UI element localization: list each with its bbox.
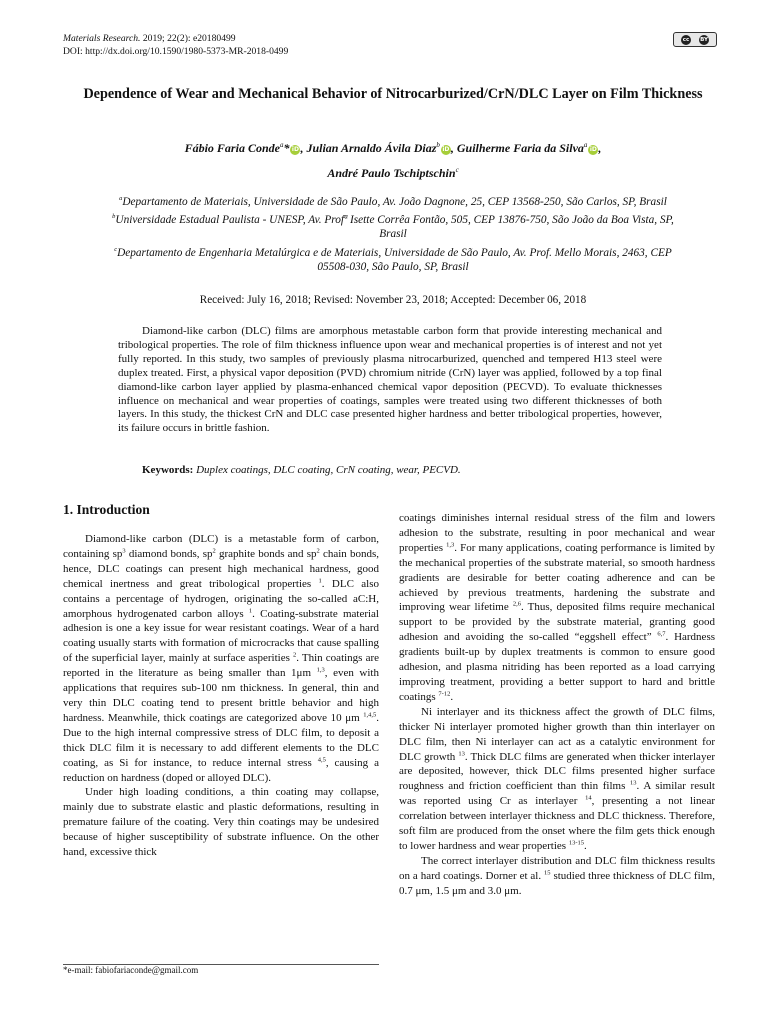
journal-info: 2019; 22(2): e20180499	[140, 33, 236, 44]
orcid-icon[interactable]: iD	[442, 146, 450, 153]
affil-text: Departamento de Engenharia Metalúrgica e de Materiais, Universidade de São Paulo, Av. Prof. Mello Morais, 2463, CEP 05508-030, São Paulo, SP, Brasil	[117, 246, 672, 274]
citation-ref: 2	[212, 547, 216, 555]
affil-mark: a	[119, 195, 123, 202]
doi: DOI: http://dx.doi.org/10.1590/1980-5373-MR-2018-0499	[63, 45, 289, 57]
author-name: Fábio Faria Conde	[184, 141, 280, 155]
affiliation	[100, 243, 686, 274]
affil-mark: b	[112, 213, 116, 221]
received-dates: Received: July 16, 2018; Revised: November 23, 2018; Accepted: December 06, 2018	[199, 294, 587, 306]
paragraph: Under high loading conditions, a thin coating may collapse, mainly due to substrate elastic and plastic deformations, resulting in premature failure of the coating. Very thin coatings may be undesired because of higher susceptibility of substrate influence. On the other hand, excessive thick	[63, 786, 379, 859]
paragraph: The correct interlayer distribution and DLC film thickness results on a hard coatings. Dorner et al. $^{15}$ studied three thickness of DLC film, 0.7 μm, 1.5 μm and 3.0 μm.	[399, 854, 715, 897]
keywords-text: Duplex coatings, DLC coating, CrN coating, wear, PECVD.	[193, 464, 461, 476]
author-affil-mark: a	[583, 141, 588, 149]
citation-ref: 13	[458, 749, 465, 757]
citation-ref: 13-15	[568, 839, 585, 847]
keywords-label: Keywords:	[142, 464, 194, 476]
author-name: André Paulo Tschiptschin	[327, 166, 456, 180]
cc-icon: cc	[682, 36, 690, 43]
affil-text: Departamento de Materiais, Universidade de São Paulo, Av. João Dagnone, 25, CEP 13568-250, São Carlos, SP, Brasil	[122, 195, 667, 208]
citation-ref: 2	[293, 651, 297, 659]
journal-name: Materials Research.	[63, 33, 141, 44]
author-name: Julian Arnaldo Ávila Diaz	[306, 141, 437, 155]
by-icon: BY	[700, 36, 708, 43]
paragraph: Ni interlayer and its thickness affect the growth of DLC films, thicker Ni interlayer promoted higher growth than thin interlayer on DLC film, then Ni interlayer can act as a catalytic environment for DLC growth $^{13}$. Thick DLC films are generated when thicker interlayer are deposited, however, thick DLC films presented higher surface roughness and friction coefficient than thin films $^{13}$. A similar result was reported using Cr as interlayer $^{14}$, presenting a not linear correlation between interlayer thickness and DLC thickness. Therefore, soft film are produced from the onset where the film gets thick enough to lower hardness and wear properties $^{13-15}$.	[399, 705, 715, 852]
keywords	[142, 464, 461, 476]
orcid-icon[interactable]: iD	[589, 146, 597, 153]
author-affil-mark: a	[279, 141, 284, 149]
citation-ref: 4,5	[317, 755, 326, 763]
left-column	[63, 532, 379, 860]
orcid-icon[interactable]: iD	[291, 146, 299, 153]
citation-ref: 2,6	[512, 600, 521, 608]
corresponding-mark: *	[283, 141, 290, 155]
citation-ref: 7-12	[438, 690, 451, 698]
affiliation	[100, 192, 686, 209]
citation-ref: 15	[544, 869, 551, 877]
paragraph: Diamond-like carbon (DLC) is a metastable form of carbon, containing sp$^3$ diamond bonds, sp$^2$ graphite bonds and sp$^2$ chain bonds, hence, DLC coatings can present high mechanical hardness, good chemical inertness and great tribological properties $^1$. DLC also contains a percentage of hydrogen, originating the so-called aC:H, amorphous hydrogenated carbon alloys $^1$. Coating-substrate material adhesion is one a key issue for wear resistant coatings. Wear of a hard coating usually starts with formation of microcracks that cause spalling of the superficial layer, mainly at surface asperities $^2$. Thin coatings are reported in the literature as being smaller than 1μm $^{1,3}$, even with applications that requires sub-100 nm thickness. In general, thin and very thin DLC coating tend to present brittle behavior and high hardness. Meanwhile, thick coatings are categorized above 10 μm $^{1,4,5}$. Due to the high internal compressive stress of DLC film, to deposit a thick DLC film it is necessary to add different elements to the DLC coating, as Si for instance, to reduce internal stress $^{4,5}$, causing a reduction on hardness (doped or alloyed DLC).	[63, 533, 379, 784]
citation-ref: 13	[630, 779, 637, 787]
cc-by-license-icon	[673, 32, 717, 47]
paragraph: coatings diminishes internal residual stress of the film and lowers adhesion to the substrate, resulting in poor mechanical and wear properties $^{1,3}$. For many applications, coating performance is limited by the mechanical properties of the substrate material, so smooth hardness gradients are desirable for better coating adherence and can be achieved by previous treatments, hardening the substrate and improving wear lifetime $^{2,6}$. Thus, deposited films require mechanical support to be provided by the substrate material, granting good adhesion and avoiding the so-called “eggshell effect” $^{6,7}$. Hardness gradients built-up by duplex treatments is common to ensure good adhesion, and plasma nitriding has been reported as a load carrying improving treatment, providing a better support to hard and brittle coatings $^{7-12}$.	[399, 512, 716, 703]
citation-ref: 6,7	[657, 630, 666, 638]
affiliation	[100, 210, 686, 241]
affil-mark: c	[114, 246, 118, 254]
author-name: Guilherme Faria da Silva	[456, 141, 584, 155]
citation-ref: 1,3	[446, 541, 455, 549]
citation-ref: 2	[316, 547, 320, 555]
citation-ref: 1,4,5	[363, 711, 377, 719]
section-heading: 1. Introduction	[63, 502, 150, 517]
citation-ref: 3	[122, 547, 126, 555]
citation-ref: 14	[585, 794, 592, 802]
author-affil-mark: c	[455, 166, 459, 174]
journal-header	[63, 33, 288, 58]
footnote-email: *e-mail: fabiofariaconde@gmail.com	[63, 965, 199, 975]
author-list: Fábio Faria Conde$^a$* iD, Julian Arnaldo Ávila Diaz$^b$iD, Guilherme Faria da Silva$^a$iD, André Paulo Tschiptschin$^c$	[184, 141, 602, 180]
citation-ref: 1,3	[316, 666, 325, 674]
citation-ref: 1	[248, 606, 253, 614]
affiliations	[100, 192, 686, 276]
citation-ref: 1	[318, 577, 322, 585]
affil-text: Universidade Estadual Paulista - UNESP, Av. Profª Isette Corrêa Fontão, 505, CEP 13876-750, São João da Boa Vista, SP, Brasil	[115, 214, 674, 241]
paper-title: Dependence of Wear and Mechanical Behavior of Nitrocarburized/CrN/DLC Layer on Film Thickness	[83, 86, 703, 102]
abstract: Diamond-like carbon (DLC) films are amorphous metastable carbon form that provide interesting mechanical and tribological properties. The role of film thickness influence upon wear and mechanical properties is of interest and not yet fully reported. In this study, two samples of previously plasma nitrocarburized, quenched and tempered H13 steel were duplex treated. First, a physical vapor deposition (PVD) chromium nitride (CrN) layer was applied, followed by a top final diamond-like carbon layer applied by plasma-enhanced chemical vapor deposition (PECVD). To evaluate thicknesses influence on mechanical and wear properties of coatings, samples were treated using two different thicknesses of both layers. In this study, the thickest CrN and DLC case presented higher hardness and better tribological properties, however, its failure occurs in brittle fashion.	[118, 325, 662, 435]
right-column	[399, 511, 715, 899]
author-affil-mark: b	[436, 141, 440, 149]
